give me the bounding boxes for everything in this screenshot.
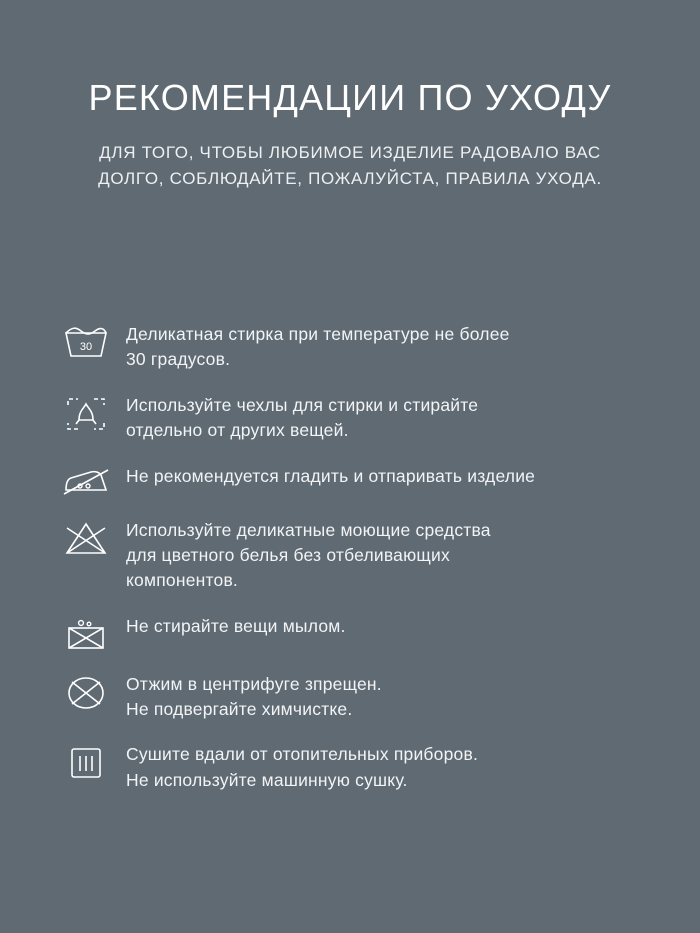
list-item bbox=[46, 464, 660, 498]
no-bleach-triangle-icon bbox=[63, 520, 109, 558]
list-item bbox=[46, 322, 660, 373]
text-line: Используйте деликатные моющие средства bbox=[126, 519, 491, 540]
text-line: для цветного белья без отбеливающих bbox=[126, 544, 450, 565]
text-line: Сушите вдали от отопительных приборов. bbox=[126, 744, 479, 765]
list-item-text bbox=[126, 518, 491, 594]
list-item-text bbox=[126, 672, 382, 723]
icon-cell bbox=[46, 614, 126, 652]
no-soap-wash-icon bbox=[63, 616, 109, 652]
no-tumble-dry-heat-icon bbox=[65, 744, 107, 782]
icon-cell bbox=[46, 322, 126, 360]
list-item-text bbox=[126, 393, 478, 444]
list-item bbox=[46, 614, 660, 652]
wash-temperature-label: 30 bbox=[79, 341, 93, 353]
text-line: отдельно от других вещей. bbox=[126, 420, 349, 441]
text-line: компонентов. bbox=[126, 570, 238, 591]
text-line: Отжим в центрифуге зпрещен. bbox=[126, 673, 382, 694]
subtitle-line: ДЛЯ ТОГО, ЧТОБЫ ЛЮБИМОЕ ИЗДЕЛИЕ РАДОВАЛО bbox=[99, 142, 560, 162]
subtitle-line: ПРАВИЛА УХОДА. bbox=[445, 168, 602, 188]
page-header bbox=[0, 0, 700, 192]
text-line: Используйте чехлы для стирки и стирайте bbox=[126, 394, 479, 415]
text-line: Деликатная стирка при температуре не более bbox=[126, 324, 510, 344]
page-subtitle bbox=[70, 140, 630, 193]
text-line: Не подвергайте химчистке. bbox=[126, 699, 353, 719]
no-wring-no-dryclean-icon bbox=[63, 674, 109, 712]
wash-tub-30-icon bbox=[62, 324, 110, 360]
list-item-text bbox=[126, 322, 510, 373]
list-item-text bbox=[126, 614, 346, 639]
list-item bbox=[46, 518, 660, 594]
text-line: Не стирайте вещи мылом. bbox=[126, 615, 346, 636]
care-instructions-list bbox=[46, 322, 660, 813]
list-item bbox=[46, 742, 660, 793]
page-title: РЕКОМЕНДАЦИИ ПО УХОДУ bbox=[88, 77, 612, 118]
text-line: Не рекомендуется гладить и отпаривать изделие bbox=[126, 465, 536, 486]
subtitle-line: ВАС ДОЛГО, СОБЛЮДАЙТЕ, ПОЖАЛУЙСТА, bbox=[98, 142, 601, 188]
no-iron-icon bbox=[61, 466, 111, 498]
list-item-text bbox=[126, 464, 535, 489]
text-line: 30 градусов. bbox=[126, 349, 231, 370]
text-line: Не используйте машинную сушку. bbox=[126, 769, 408, 790]
icon-cell bbox=[46, 464, 126, 498]
laundry-bag-icon bbox=[64, 395, 108, 433]
icon-cell bbox=[46, 393, 126, 433]
icon-cell bbox=[46, 518, 126, 558]
list-item-text bbox=[126, 742, 478, 793]
icon-cell bbox=[46, 742, 126, 782]
list-item bbox=[46, 672, 660, 723]
list-item bbox=[46, 393, 660, 444]
icon-cell bbox=[46, 672, 126, 712]
